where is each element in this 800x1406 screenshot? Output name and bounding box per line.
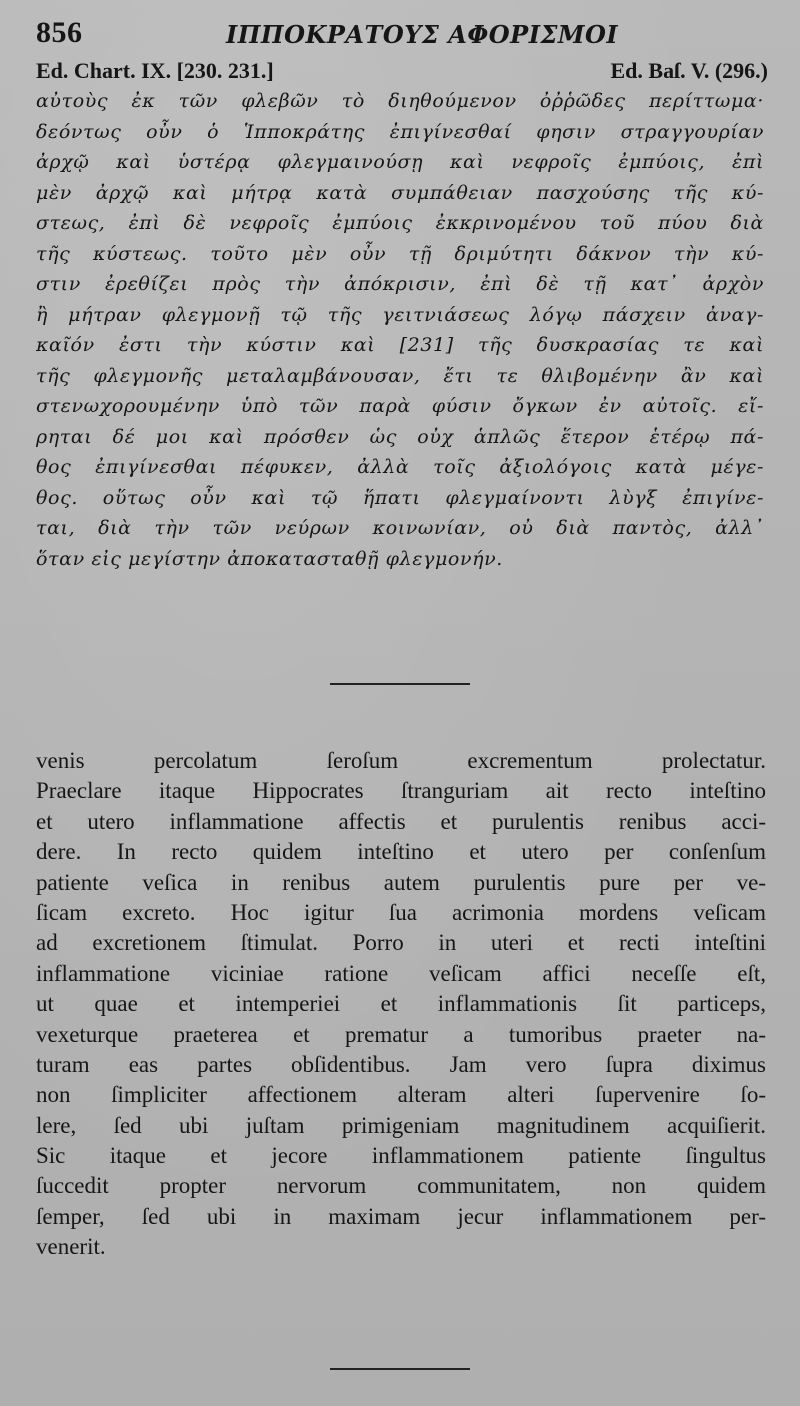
latin-line: dere. In recto quidem inteſtino et utero per conſenſum — [36, 839, 766, 865]
greek-line: θος. οὕτως οὖν καὶ τῷ ἥπατι φλεγμαίνοντι λὺγξ ἐπιγίνε- — [36, 486, 764, 509]
latin-line: ad excretionem ſtimulat. Porro in uteri et recti inteſtini — [36, 930, 766, 956]
latin-line: venerit. — [36, 1234, 106, 1260]
edition-chartier-reference: Ed. Chart. IX. [230. 231.] — [36, 58, 274, 83]
latin-line: venis percolatum ſeroſum excrementum prolectatur. — [36, 748, 766, 773]
latin-line: ſicam excreto. Hoc igitur ſua acrimonia mordens veſicam — [36, 899, 766, 925]
latin-line: Praeclare itaque Hippocrates ſtranguriam ait recto inteſtino — [36, 778, 766, 804]
greek-line: ἢ μήτραν φλεγμονῇ τῷ τῆς γειτνιάσεως λόγῳ πάσχειν ἀναγ- — [36, 303, 764, 326]
section-divider-rule — [330, 683, 470, 685]
edition-basel-reference: Ed. Baſ. V. (296.) — [610, 58, 768, 83]
latin-line: inflammatione viciniae ratione veſicam affici neceſſe eſt, — [36, 960, 766, 986]
greek-line: θος ἐπιγίνεσθαι πέφυκεν, ἀλλὰ τοῖς ἀξιολόγοις κατὰ μέγε- — [36, 456, 764, 478]
greek-line: μὲν ἀρχῷ καὶ μήτρᾳ κατὰ συμπάθειαν πασχούσης τῆς κύ- — [36, 181, 764, 204]
latin-text-block — [36, 746, 766, 1263]
running-title: ΙΠΠΟΚΡΑΤΟΥΣ ΑΦΟΡΙΣΜΟΙ — [226, 20, 619, 49]
edition-reference-line — [36, 58, 768, 86]
greek-line: ἀρχῷ καὶ ὑστέρᾳ φλεγμαινούσῃ καὶ νεφροῖς ἐμπύοις, ἐπὶ — [36, 151, 764, 173]
greek-line: ται, διὰ τὴν τῶν νεύρων κοινωνίαν, οὐ διὰ παντὸς, ἀλλ᾽ — [36, 517, 764, 539]
greek-line: ὅταν εἰς μεγίστην ἀποκατασταθῇ φλεγμονήν. — [36, 547, 503, 570]
latin-line: ſemper, ſed ubi in maximam jecur inflammationem per- — [36, 1203, 766, 1229]
greek-line: τῆς φλεγμονῆς μεταλαμβάνουσαν, ἔτι τε θλιβομένην ἂν καὶ — [36, 364, 764, 387]
latin-line: turam eas partes obſidentibus. Jam vero ſupra diximus — [36, 1051, 766, 1077]
greek-line: στεως, ἐπὶ δὲ νεφροῖς ἐμπύοις ἐκκρινομένου τοῦ πύου διὰ — [36, 212, 764, 234]
latin-line: ſuccedit propter nervorum communitatem, non quidem — [36, 1173, 766, 1199]
latin-line: lere, ſed ubi juſtam primigeniam magnitudinem acquiſierit. — [36, 1112, 766, 1138]
greek-line: καῖόν ἐστι τὴν κύστιν καὶ [231] τῆς δυσκρασίας τε καὶ — [36, 334, 764, 356]
greek-line: δεόντως οὖν ὁ Ἱπποκράτης ἐπιγίνεσθαί φησιν στραγγουρίαν — [36, 120, 764, 143]
greek-line: τῆς κύστεως. τοῦτο μὲν οὖν τῇ δριμύτητι δάκνον τὴν κύ- — [36, 242, 764, 265]
latin-line: non ſimpliciter affectionem alteram alteri ſupervenire ſo- — [36, 1082, 766, 1108]
greek-line: στενωχορουμένην ὑπὸ τῶν παρὰ φύσιν ὄγκων ἐν αὐτοῖς. εἴ- — [36, 395, 764, 417]
greek-text-block — [36, 86, 764, 574]
greek-line: στιν ἐρεθίζει πρὸς τὴν ἀπόκρισιν, ἐπὶ δὲ τῇ κατ᾽ ἀρχὸν — [36, 273, 764, 295]
greek-line: αὐτοὺς ἐκ τῶν φλεβῶν τὸ διηθούμενον ὀῤῥῶδες περίττωμα· — [36, 90, 764, 112]
latin-line: ut quae et intemperiei et inflammationis ſit particeps, — [36, 991, 766, 1017]
latin-line: patiente veſica in renibus autem purulentis pure per ve- — [36, 869, 766, 895]
latin-line: Sic itaque et jecore inflammationem patiente ſingultus — [36, 1143, 766, 1169]
page-number: 856 — [36, 16, 83, 49]
footer-divider-rule — [330, 1368, 470, 1370]
page-header — [36, 12, 770, 52]
greek-line: ρηται δέ μοι καὶ πρόσθεν ὡς οὐχ ἁπλῶς ἕτερον ἑτέρῳ πά- — [36, 425, 764, 448]
latin-line: vexeturque praeterea et prematur a tumoribus praeter na- — [36, 1021, 766, 1047]
latin-line: et utero inflammatione affectis et purulentis renibus acci- — [36, 808, 766, 834]
